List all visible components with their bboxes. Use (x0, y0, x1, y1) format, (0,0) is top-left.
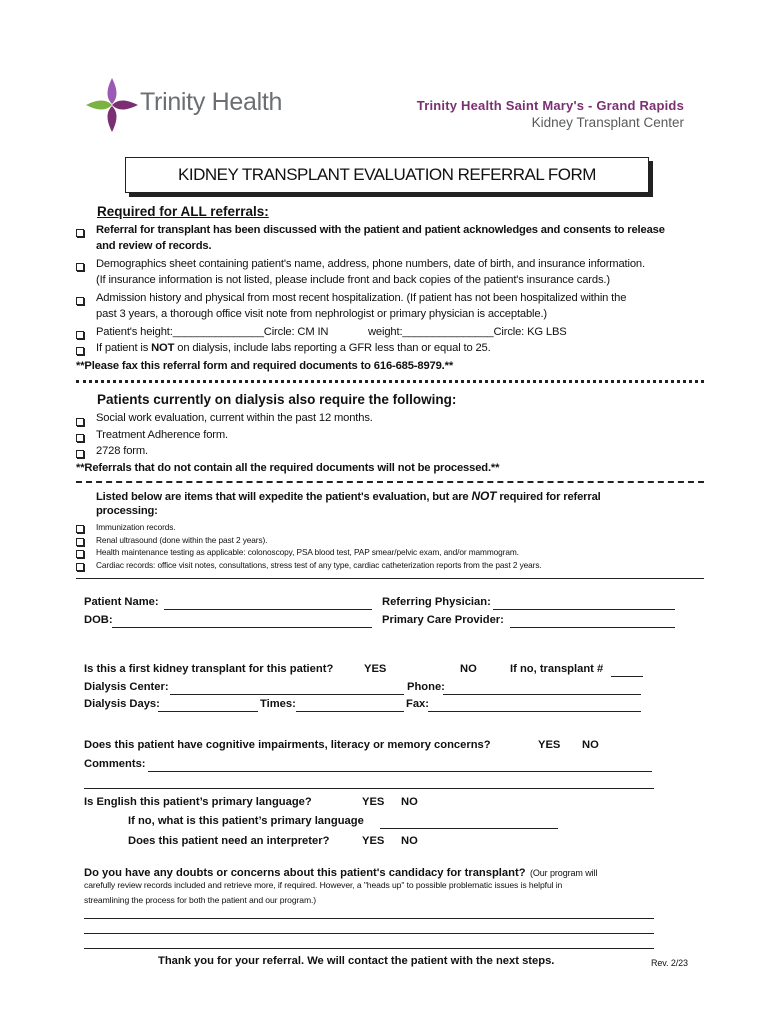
times-label: Times: (260, 698, 296, 710)
checkbox[interactable] (76, 434, 84, 442)
fax-note: **Please fax this referral form and required documents to 616-685-8979.** (76, 360, 454, 372)
dialysis-days-field[interactable] (158, 711, 258, 712)
fax-field[interactable] (428, 711, 641, 712)
expedite-item: Cardiac records: office visit notes, consultations, stress test of any type, cardiac catheterization reports from the past 2 years. (96, 560, 542, 570)
primary-language-question: If no, what is this patient’s primary language (128, 815, 364, 827)
logo-text: Trinity Health (140, 88, 283, 116)
dashed-divider (76, 481, 704, 483)
dialysis-item: Social work evaluation, current within the past 12 months. (96, 412, 373, 424)
checkbox[interactable] (76, 450, 84, 458)
expedite-intro: Listed below are items that will expedite the patient's evaluation, but are NOT required for referral (96, 489, 601, 503)
referring-physician-label: Referring Physician: (382, 596, 491, 608)
dialysis-center-label: Dialysis Center: (84, 681, 169, 693)
referring-physician-field[interactable] (493, 609, 675, 610)
times-field[interactable] (296, 711, 404, 712)
interpreter-no[interactable]: NO (401, 835, 418, 847)
checkbox[interactable] (76, 229, 84, 237)
thank-you-text: Thank you for your referral. We will contact the patient with the next steps. (158, 955, 555, 967)
doubts-note-line3: streamlining the process for both the patient and our program.) (84, 895, 317, 905)
patient-name-label: Patient Name: (84, 596, 159, 608)
req-item4-weight: weight:_______________Circle: KG LBS (368, 326, 567, 338)
doubts-note-line2: carefully review records included and retrieve more, if required. However, a "heads up" to possible problematic issues is helpful in (84, 880, 563, 890)
dialysis-heading: Patients currently on dialysis also require the following: (97, 392, 457, 407)
primary-care-label: Primary Care Provider: (382, 614, 504, 626)
primary-language-field[interactable] (380, 828, 558, 829)
required-heading: Required for ALL referrals: (97, 204, 269, 219)
checkbox[interactable] (76, 331, 84, 339)
checkbox[interactable] (76, 538, 84, 546)
revision-label: Rev. 2/23 (651, 958, 688, 968)
hospital-name: Trinity Health Saint Mary's - Grand Rapids (416, 98, 684, 113)
solid-divider (76, 578, 704, 579)
interpreter-question: Does this patient need an interpreter? (128, 835, 330, 847)
doubts-question-line: Do you have any doubts or concerns about this patient's candidacy for transplant? (Our program will (84, 867, 598, 879)
expedite-item: Renal ultrasound (done within the past 2 years). (96, 535, 268, 545)
first-transplant-yes[interactable]: YES (364, 663, 387, 675)
dob-label: DOB: (84, 614, 113, 626)
req-item1-line1: Referral for transplant has been discussed with the patient and patient acknowledges and consents to release (96, 224, 665, 236)
dialysis-center-field[interactable] (170, 694, 404, 695)
cognitive-question: Does this patient have cognitive impairments, literacy or memory concerns? (84, 739, 491, 751)
form-title: KIDNEY TRANSPLANT EVALUATION REFERRAL FORM (125, 157, 649, 193)
cognitive-no[interactable]: NO (582, 739, 599, 751)
dotted-divider (76, 380, 704, 383)
dialysis-note: **Referrals that do not contain all the required documents will not be processed.** (76, 462, 500, 474)
phone-field[interactable] (443, 694, 641, 695)
req-item2-line2: (If insurance information is not listed, please include front and back copies of the patient's insurance cards.) (96, 274, 610, 286)
req-item2-line1: Demographics sheet containing patient's name, address, phone numbers, date of birth, and insurance information. (96, 258, 645, 270)
req-item3-line2: past 3 years, a thorough office visit note from nephrologist or primary physician is acceptable.) (96, 308, 547, 320)
checkbox[interactable] (76, 525, 84, 533)
english-no[interactable]: NO (401, 796, 418, 808)
expedite-intro-line2: processing: (96, 505, 158, 517)
req-item3-line1: Admission history and physical from most recent hospitalization. (If patient has not been hospitalized within the (96, 292, 627, 304)
req-item4-height: Patient's height:_______________Circle: CM IN (96, 326, 329, 338)
patient-name-field[interactable] (164, 609, 372, 610)
checkbox[interactable] (76, 418, 84, 426)
comments-label: Comments: (84, 758, 146, 770)
checkbox[interactable] (76, 563, 84, 571)
english-yes[interactable]: YES (362, 796, 385, 808)
english-question: Is English this patient’s primary language? (84, 796, 312, 808)
phone-label: Phone: (407, 681, 445, 693)
checkbox[interactable] (76, 347, 84, 355)
cognitive-yes[interactable]: YES (538, 739, 561, 751)
transplant-number-field[interactable] (611, 676, 643, 677)
dialysis-days-label: Dialysis Days: (84, 698, 160, 710)
dob-field[interactable] (112, 627, 372, 628)
doubts-field-line3[interactable] (84, 948, 654, 949)
doubts-field-line1[interactable] (84, 918, 654, 919)
expedite-item: Health maintenance testing as applicable: colonoscopy, PSA blood test, PAP smear/pelvic exam, and/or mammogram. (96, 547, 519, 557)
comments-field-line2[interactable] (84, 788, 654, 789)
checkbox[interactable] (76, 550, 84, 558)
checkbox[interactable] (76, 297, 84, 305)
dialysis-item: 2728 form. (96, 445, 148, 457)
dialysis-item: Treatment Adherence form. (96, 429, 229, 441)
center-name: Kidney Transplant Center (531, 115, 684, 130)
checkbox[interactable] (76, 263, 84, 271)
first-transplant-question: Is this a first kidney transplant for this patient? (84, 663, 334, 675)
primary-care-field[interactable] (510, 627, 675, 628)
interpreter-yes[interactable]: YES (362, 835, 385, 847)
fax-label: Fax: (406, 698, 430, 710)
transplant-number-label: If no, transplant # (510, 663, 604, 675)
trinity-health-logo-icon (84, 76, 140, 134)
first-transplant-no[interactable]: NO (460, 663, 477, 675)
comments-field[interactable] (148, 771, 652, 772)
req-item5: If patient is NOT on dialysis, include labs reporting a GFR less than or equal to 25. (96, 342, 491, 354)
expedite-item: Immunization records. (96, 522, 176, 532)
req-item1-line2: and review of records. (96, 240, 212, 252)
doubts-field-line2[interactable] (84, 933, 654, 934)
